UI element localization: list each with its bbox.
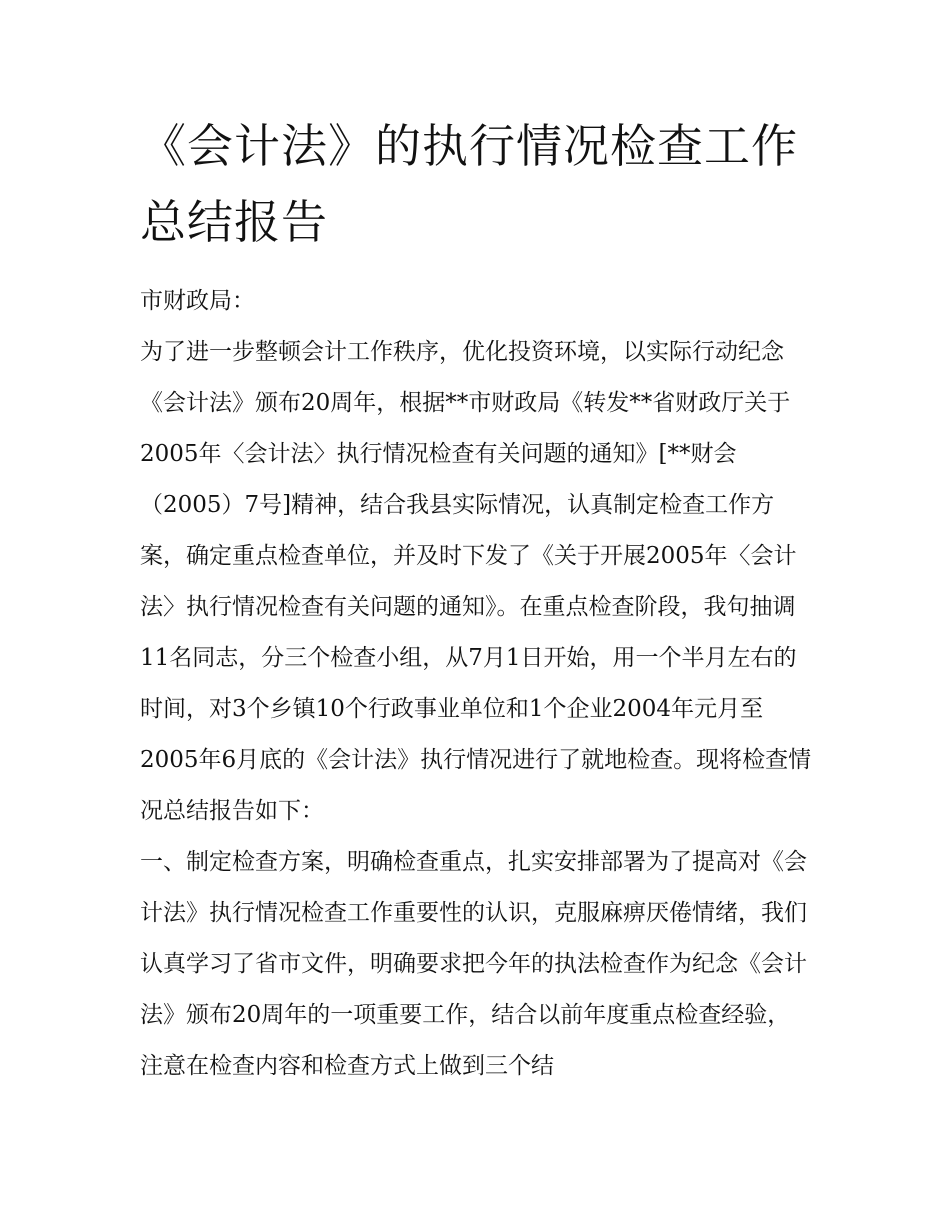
salutation-paragraph: 市财政局：	[140, 288, 255, 314]
intro-paragraph: 为了进一步整顿会计工作秩序，优化投资环境，以实际行动纪念《会计法》颁布20周年，根据**市财政局《转发**省财政厅关于2005年〈会计法〉执行情况检查有关问题的通知》[**财会（2005）7号]精神，结合我县实际情况，认真制定检查工作方案，确定重点检查单位，并及时下发了《关于开展2005年〈会计法〉执行情况检查有关问题的通知》。在重点检查阶段，我句抽调11名同志，分三个检查小组，从7月1日开始，用一个半月左右的时间，对3个乡镇10个行政事业单位和1个企业2004年元月至2005年6月底的《会计法》执行情况进行了就地检查。现将检查情况总结报告如下：	[140, 339, 812, 824]
section-one-paragraph: 一、制定检查方案，明确检查重点，扎实安排部署为了提高对《会计法》执行情况检查工作重要性的认识，克服麻痹厌倦情绪，我们认真学习了省市文件，明确要求把今年的执法检查作为纪念《会计法》颁布20周年的一项重要工作，结合以前年度重点检查经验，注意在检查内容和检查方式上做到三个结	[140, 849, 807, 1079]
document-title: 《会计法》的执行情况检查工作总结报告	[140, 119, 798, 249]
document-body	[140, 276, 812, 1092]
